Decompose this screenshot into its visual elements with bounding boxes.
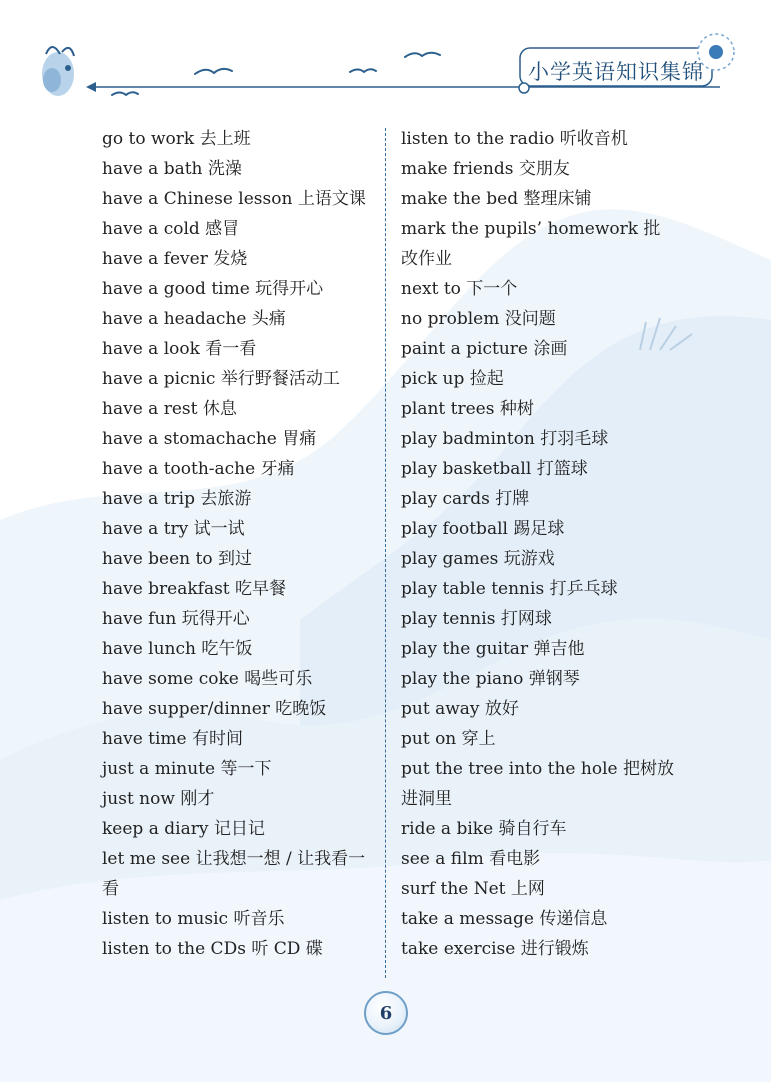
phrase-entry: make the bed 整理床铺 bbox=[401, 189, 592, 209]
phrase-entry: have a rest 休息 bbox=[102, 399, 237, 419]
phrase-entry: have a trip 去旅游 bbox=[102, 489, 252, 509]
phrase-entry: listen to the CDs 听 CD 碟 bbox=[102, 939, 323, 959]
phrase-entry: no problem 没问题 bbox=[401, 309, 556, 329]
phrase-entry: next to 下一个 bbox=[401, 279, 518, 299]
phrase-entry: keep a diary 记日记 bbox=[102, 819, 265, 839]
page-number: 6 bbox=[364, 991, 408, 1035]
phrase-entry: have a bath 洗澡 bbox=[102, 159, 242, 179]
phrase-entry: have supper/dinner 吃晚饭 bbox=[102, 699, 327, 719]
phrase-entry: have breakfast 吃早餐 bbox=[102, 579, 287, 599]
header-title: 小学英语知识集锦 bbox=[528, 60, 704, 84]
phrase-entry: have been to 到过 bbox=[102, 549, 252, 569]
phrase-entry: play badminton 打羽毛球 bbox=[401, 429, 609, 449]
phrase-entry: play games 玩游戏 bbox=[401, 549, 555, 569]
phrase-entry: have lunch 吃午饭 bbox=[102, 639, 253, 659]
right-column bbox=[401, 124, 677, 964]
phrase-entry: paint a picture 涂画 bbox=[401, 339, 568, 359]
arrow-head-icon bbox=[86, 82, 96, 92]
header-dot-icon bbox=[709, 45, 723, 59]
phrase-entry: play the guitar 弹吉他 bbox=[401, 639, 585, 659]
phrase-entry: pick up 捡起 bbox=[401, 369, 504, 389]
bird-icon bbox=[112, 53, 440, 95]
phrase-entry: play tennis 打网球 bbox=[401, 609, 552, 629]
phrase-entry: go to work 去上班 bbox=[102, 129, 251, 149]
phrase-entry: have a Chinese lesson 上语文课 bbox=[102, 189, 366, 209]
phrase-entry: surf the Net 上网 bbox=[401, 879, 545, 899]
phrase-entry: listen to the radio 听收音机 bbox=[401, 129, 628, 149]
phrase-entry: put the tree into the hole 把树放进洞里 bbox=[401, 759, 674, 809]
phrase-entry: see a film 看电影 bbox=[401, 849, 541, 869]
phrase-entry: take exercise 进行锻炼 bbox=[401, 939, 589, 959]
phrase-entry: have a tooth-ache 牙痛 bbox=[102, 459, 295, 479]
leaf-ornament-icon bbox=[42, 47, 74, 96]
phrase-entry: have fun 玩得开心 bbox=[102, 609, 250, 629]
left-column bbox=[102, 124, 374, 964]
phrase-entry: have some coke 喝些可乐 bbox=[102, 669, 313, 689]
phrase-entry: listen to music 听音乐 bbox=[102, 909, 285, 929]
phrase-entry: have a look 看一看 bbox=[102, 339, 257, 359]
phrase-entry: have time 有时间 bbox=[102, 729, 244, 749]
phrase-entry: have a good time 玩得开心 bbox=[102, 279, 324, 299]
phrase-entry: have a headache 头痛 bbox=[102, 309, 286, 329]
phrase-entry: have a fever 发烧 bbox=[102, 249, 248, 269]
phrase-entry: play the piano 弹钢琴 bbox=[401, 669, 580, 689]
phrase-entry: just a minute 等一下 bbox=[102, 759, 272, 779]
phrase-entry: put away 放好 bbox=[401, 699, 519, 719]
phrase-entry: plant trees 种树 bbox=[401, 399, 534, 419]
phrase-entry: take a message 传递信息 bbox=[401, 909, 608, 929]
phrase-entry: play table tennis 打乒乓球 bbox=[401, 579, 618, 599]
phrase-entry: put on 穿上 bbox=[401, 729, 496, 749]
phrase-entry: let me see 让我想一想 / 让我看一看 bbox=[102, 849, 366, 899]
phrase-entry: just now 刚才 bbox=[102, 789, 215, 809]
phrase-entry: have a picnic 举行野餐活动工 bbox=[102, 369, 340, 389]
phrase-entry: play football 踢足球 bbox=[401, 519, 565, 539]
phrase-entry: have a try 试一试 bbox=[102, 519, 245, 539]
phrase-entry: play basketball 打篮球 bbox=[401, 459, 588, 479]
phrase-entry: mark the pupils’ homework 批改作业 bbox=[401, 219, 661, 269]
phrase-entry: have a stomachache 胃痛 bbox=[102, 429, 317, 449]
phrase-entry: ride a bike 骑自行车 bbox=[401, 819, 567, 839]
phrase-entry: make friends 交朋友 bbox=[401, 159, 570, 179]
column-divider bbox=[385, 128, 386, 978]
phrase-entry: have a cold 感冒 bbox=[102, 219, 240, 239]
phrase-entry: play cards 打牌 bbox=[401, 489, 530, 509]
